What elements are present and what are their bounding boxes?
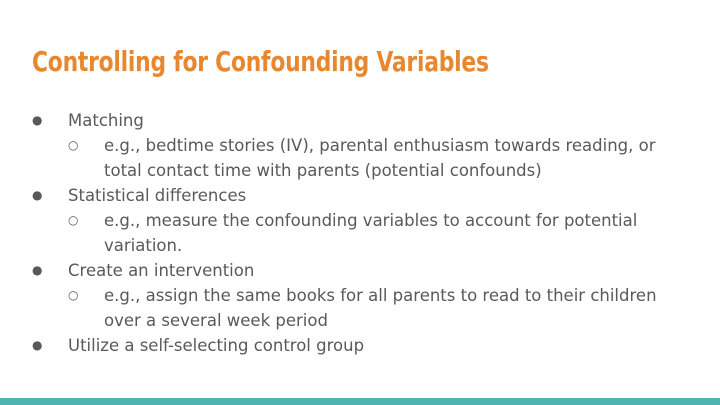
- bullet-text: Matching: [68, 111, 144, 130]
- sub-bullet-text: e.g., measure the confounding variables to account for potential variation.: [104, 211, 638, 255]
- bullet-text: Statistical differences: [68, 186, 247, 205]
- bullet-text: Utilize a self-selecting control group: [68, 336, 365, 355]
- bullet-item-create-intervention: [32, 258, 692, 283]
- bottom-accent-bar: [0, 398, 720, 405]
- bullet-item-control-group: [32, 333, 692, 358]
- bullet-item-statistical-differences: [32, 183, 692, 208]
- sub-bullet-item: [68, 208, 692, 258]
- sub-bullet-item: [68, 283, 692, 333]
- hollow-circle-bullet-icon: ○: [68, 288, 79, 302]
- sub-bullet-text: e.g., bedtime stories (IV), parental enthusiasm towards reading, or total contact time with parents (potential confounds): [104, 136, 656, 180]
- sub-bullet-text: e.g., assign the same books for all parents to read to their children over a several week period: [104, 286, 657, 330]
- filled-circle-bullet-icon: ●: [32, 188, 43, 202]
- hollow-circle-bullet-icon: ○: [68, 138, 79, 152]
- bullet-item-matching: [32, 108, 692, 133]
- bullet-list: [32, 108, 692, 358]
- filled-circle-bullet-icon: ●: [32, 263, 43, 277]
- bullet-text: Create an intervention: [68, 261, 255, 280]
- filled-circle-bullet-icon: ●: [32, 113, 43, 127]
- filled-circle-bullet-icon: ●: [32, 338, 43, 352]
- hollow-circle-bullet-icon: ○: [68, 213, 79, 227]
- sub-bullet-item: [68, 133, 692, 183]
- slide-title: Controlling for Confounding Variables: [32, 45, 489, 78]
